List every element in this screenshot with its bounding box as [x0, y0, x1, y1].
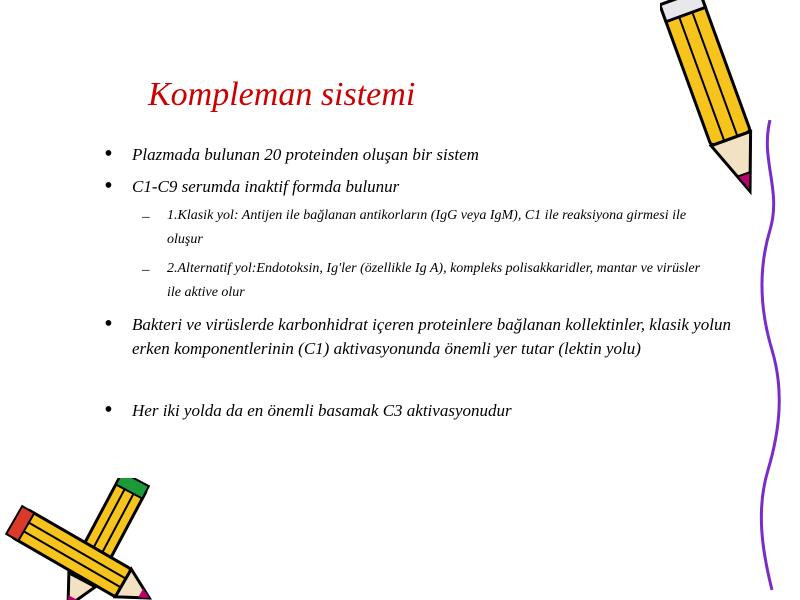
- bullet-text: Bakteri ve virüslerde karbonhidrat içeren proteinlere bağlanan kollektinler, klasik yolun erken komponentlerinin (C1) aktivasyonunda önemli yer tutar (lektin yolu): [132, 315, 731, 358]
- squiggle-line-icon: [740, 120, 800, 600]
- bullet-marker: •: [104, 397, 113, 423]
- sub-bullet-text: 2.Alternatif yol:Endotoksin, Ig'ler (özellikle Ig A), kompleks polisakkaridler, mantar ve virüsler ile aktive olur: [167, 261, 701, 300]
- sub-bullet-marker: –: [142, 209, 150, 225]
- bullet-marker: •: [104, 141, 113, 167]
- bullet-marker: •: [104, 173, 113, 199]
- slide-title: Kompleman sistemi: [148, 76, 416, 113]
- pencils-icon: [0, 478, 175, 600]
- bullet-text: Plazmada bulunan 20 proteinden oluşan bir sistem: [132, 145, 479, 164]
- bullet-text: C1-C9 serumda inaktif formda bulunur: [132, 177, 400, 196]
- bullet-marker: •: [104, 311, 113, 337]
- sub-bullet-text: 1.Klasik yol: Antijen ile bağlanan antikorların (IgG veya IgM), C1 ile reaksiyona girmesi ile oluşur: [167, 208, 687, 247]
- sub-bullet-marker: –: [142, 262, 150, 278]
- bullet-text: Her iki yolda da en önemli basamak C3 aktivasyonudur: [132, 401, 512, 420]
